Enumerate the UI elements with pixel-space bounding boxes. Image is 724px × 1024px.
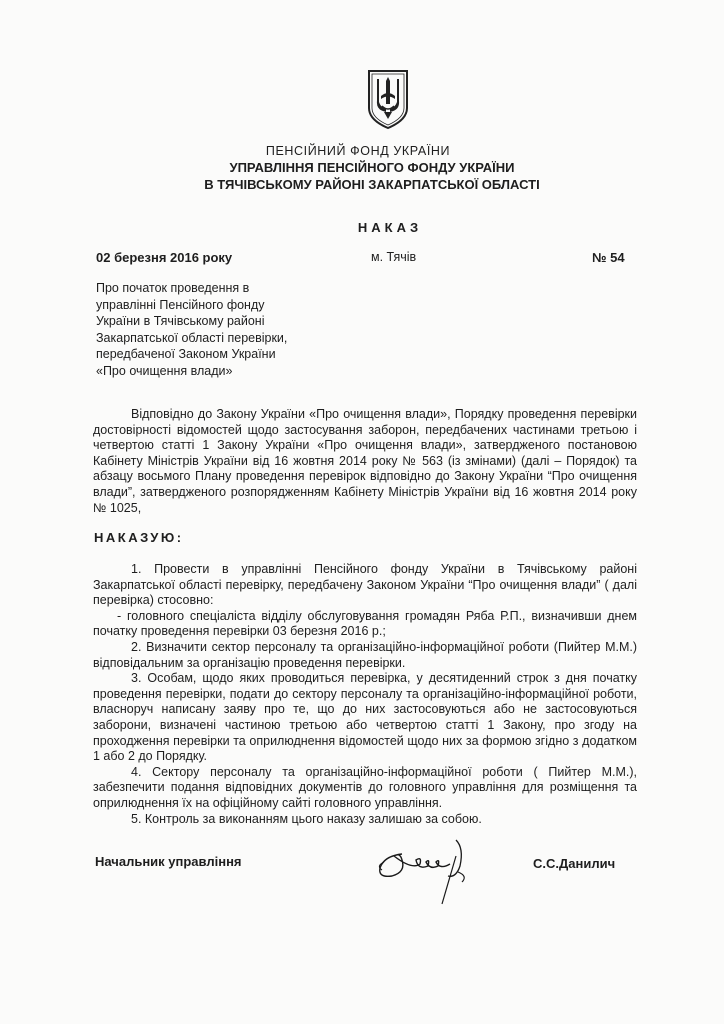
department-region: В ТЯЧІВСЬКОМУ РАЙОНІ ЗАКАРПАТСЬКОЇ ОБЛАСТІ xyxy=(204,177,540,192)
document-title: НАКАЗ xyxy=(357,220,423,235)
order-item-4: 4. Сектору персоналу та організаційно-інформаційної роботи ( Пийтер М.М.), забезпечити подання відповідних документів до головного управління для розміщення та оприлюднення їх на офіційному сайті головного управління. xyxy=(93,764,637,810)
subject-line: передбаченої Законом України xyxy=(96,347,276,362)
preamble-paragraph: Відповідно до Закону України «Про очищення влади», Порядку проведення перевірки достовірності відомостей щодо застосування заборон, передбачених частинами третьою і четвертою статті 1 Закону України «Про очищення влади», затвердженого постановою Кабінету Міністрів України від 16 жовтня 2014 року № 563 (із змінами) (далі – Порядок) та абзацу восьмого Плану проведення перевірок відповідно до Закону України “Про очищення влади”, затвердженого розпорядженням Кабінету Міністрів України від 16 жовтня 2014 року № 1025, xyxy=(93,407,637,515)
document-date: 02 березня 2016 року xyxy=(96,250,233,265)
department-name: УПРАВЛІННЯ ПЕНСІЙНОГО ФОНДУ УКРАЇНИ xyxy=(229,160,515,175)
order-item-3: 3. Особам, щодо яких проводиться перевірка, у десятиденний строк з дня початку проведення перевірки, подати до сектору персоналу та організаційно-інформаційної роботи, власноруч написану заяву про те, що до них застосовуються або не застосовуються заборони, визначені частиною третьою або четвертою статті 1 Закону, про згоду на проходження перевірки та оприлюднення відомостей щодо них за формою згідно з додатком 1 або 2 до Порядку. xyxy=(93,671,637,764)
subject-line: України в Тячівському районі xyxy=(96,314,265,329)
order-item-1: 1. Провести в управлінні Пенсійного фонду України в Тячівському районі Закарпатської області перевірку, передбачену Законом України “Про очищення влади” ( далі перевірка) стосовно: xyxy=(93,562,637,608)
order-item-1-subitem: - головного спеціаліста відділу обслуговування громадян Ряба Р.П., визначивши днем початку проведення перевірки 03 березня 2016 р.; xyxy=(93,608,637,639)
subject-line: Закарпатської області перевірки, xyxy=(96,330,288,345)
subject-line: Про початок проведення в xyxy=(96,281,250,295)
signer-name: С.С.Данилич xyxy=(533,856,616,871)
order-heading: НАКАЗУЮ: xyxy=(94,530,184,545)
subject-line: управлінні Пенсійного фонду xyxy=(96,297,265,312)
order-item-5: 5. Контроль за виконанням цього наказу залишаю за собою. xyxy=(131,811,482,826)
trident-coat-of-arms-icon xyxy=(366,68,410,130)
signer-position: Начальник управління xyxy=(95,854,242,869)
document-number: № 54 xyxy=(592,250,625,265)
handwritten-signature xyxy=(372,826,492,908)
document-subject xyxy=(96,280,326,380)
fund-name: ПЕНСІЙНИЙ ФОНД УКРАЇНИ xyxy=(265,144,451,158)
subject-line: «Про очищення влади» xyxy=(96,363,233,378)
order-item-2: 2. Визначити сектор персоналу та організаційно-інформаційної роботи (Пийтер М.М.) відповідальним за організацію проведення перевірки. xyxy=(93,639,637,670)
order-items xyxy=(93,562,637,827)
document-city: м. Тячів xyxy=(371,250,417,264)
